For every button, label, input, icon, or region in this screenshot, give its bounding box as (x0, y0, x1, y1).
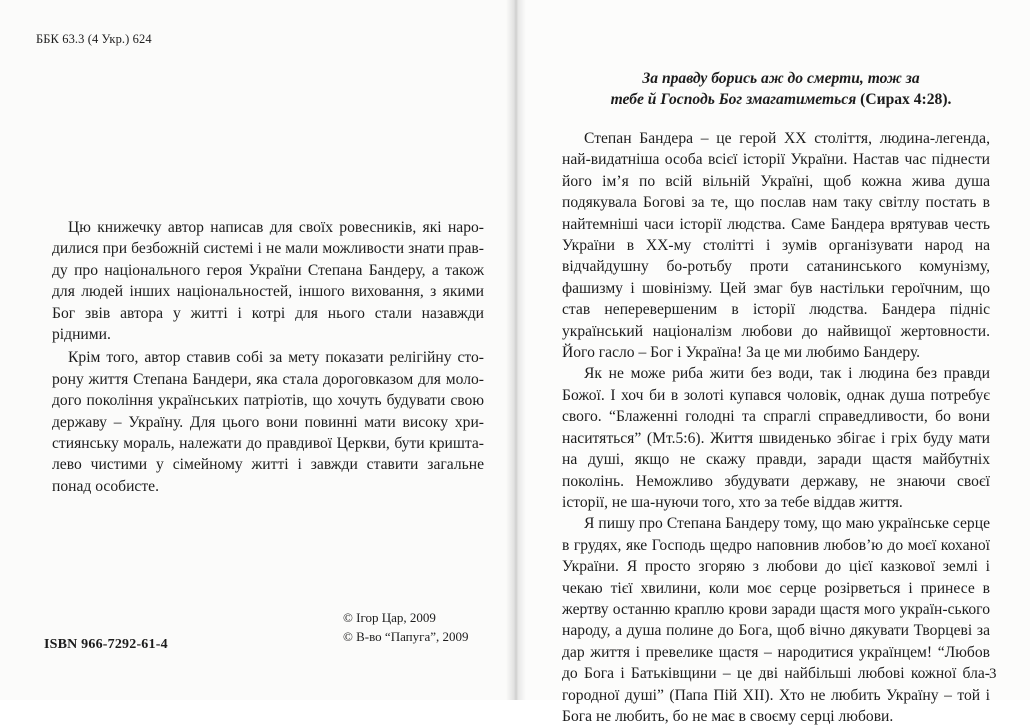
epigraph-line-2 (575, 89, 987, 110)
copyright-block (343, 608, 469, 646)
book-gutter (506, 0, 526, 700)
dedication-paragraph-2: Крім того, автор ставив собі за мету показати релігійну сто-рону життя Степана Бандери, яка стала дороговказом для моло-дого покоління українських патріотів, що хочуть будувати свою державу – Україну. Для цього вони повинні мати високу хри-стиянську мораль, належати до правдивої Церкви, бути кришта-лево чистими у сімейному житті і завжди ставити загальне понад особисте. (52, 349, 484, 495)
main-paragraph-1: Степан Бандера – це герой ХХ століття, людина-легенда, най-видатніша особа всієї історії України. Настав час піднести його ім’я по всій вільній Україні, щоб кожна жива душа подякувала Богові за те, що послав нам таку світлу постать в найтемніші часи історії людства. Саме Бандера врятував честь України в ХХ-му столітті і зумів організувати народ на відчайдушну бо-ротьбу проти сатанинського комунізму, фашизму і шовінізму. Цей змаг був настільки героїчним, що став неперевершеним в історії людства. Бандера підніс український націоналізм любови до найвищої жертовности. Його гасло – Бог і Україна! За це ми любимо Бандеру. (562, 130, 990, 362)
main-paragraph-3: Я пишу про Степана Бандеру тому, що маю українське серце в грудях, яке Господь щедро наповнив любов’ю до моєї коханої України. Я просто згоряю з любови до цієї казкової землі і чекаю тієї хвилини, коли моє серце розірветься і принесе в жертву останню краплю крови заради щастя мого україн-ського народу, а душа полине до Бога, щоб вічно дякувати Творцеві за дар життя і превелике щастя – народитися українцем! “Любов до Бога і Батьківщини – це дві найбільші любові кожної бла-городної душі” (Папа Пій ХІІ). Хто не любить Україну – той і Бога не любить, бо не має в своєму серці любови. (562, 515, 990, 725)
dedication-paragraph-1: Цю книжечку автор написав для своїх ровесників, які наро-дилися при безбожній системі і не мали можливости знати прав-ду про національного героя України Степана Бандеру, а також для людей інших національностей, іншого виховання, з якими Бог звів автора у житті і котрі для нього стали назавжди рідними. (52, 219, 484, 344)
bbk-code: ББК 63.3 (4 Укр.) 624 (36, 32, 152, 46)
isbn: ISBN 966-7292-61-4 (44, 637, 168, 652)
main-text (562, 128, 990, 727)
copyright-author: © Ігор Цар, 2009 (343, 610, 436, 625)
epigraph (575, 68, 987, 110)
dedication-text (52, 217, 484, 497)
epigraph-line-2-text: тебе й Господь Бог змагатиметься (610, 91, 857, 108)
left-page (0, 0, 515, 700)
epigraph-line-1: За правду борись аж до смерти, тож за (642, 70, 920, 87)
main-paragraph-2: Як не може риба жити без води, так і людина без правди Божої. І хоч би в золоті купався чоловік, однак душа потребує свого. “Блаженні голодні та спраглі справедливости, бо вони наситяться” (Мт.5:6). Життя швиденько збігає і гріх буду мати на душі, якщо не скажу правди, заради щастя майбутніх поколінь. Неможливо збудувати державу, не знаючи своєї історії, не ша-нуючи того, хто за тебе віддав життя. (562, 365, 990, 511)
page-number: 3 (989, 666, 997, 682)
epigraph-source: (Сирах 4:28). (860, 91, 952, 108)
copyright-publisher: © В-во “Папуга”, 2009 (343, 629, 469, 644)
